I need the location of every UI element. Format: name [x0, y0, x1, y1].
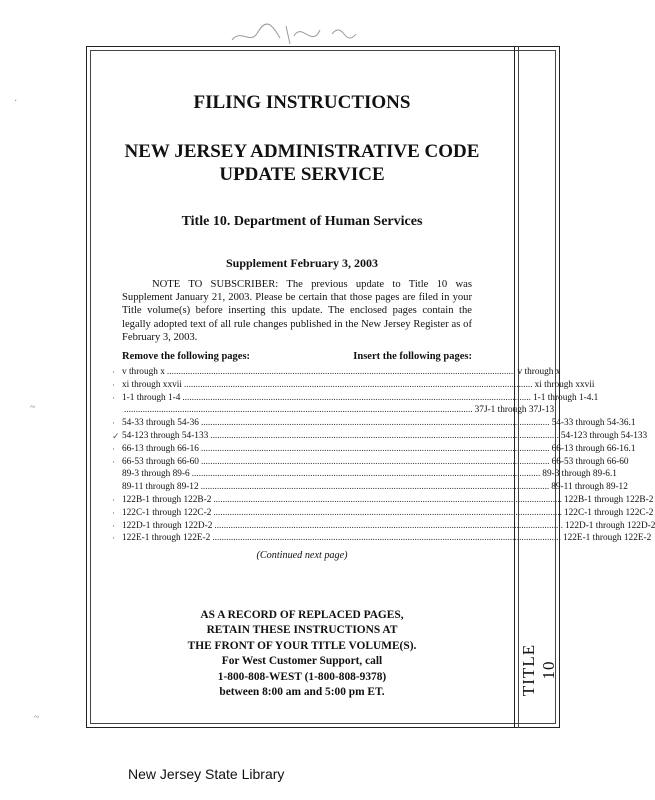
table-row: · 66-53 through 66-60 ...................................................................................................................................................... 66-53 through 66-60 — [112, 456, 629, 467]
table-row: · 66-13 through 66-16 ...................................................................................................................................................... 66-13 through 66-16.1 — [112, 443, 636, 454]
checkmark-icon: · — [112, 379, 115, 390]
margin-mark: · — [14, 96, 18, 107]
table-row: · 122B-1 through 122B-2 ...................................................................................................................................................... 122B-1 through 122B-2 — [112, 494, 654, 505]
table-row: · 54-33 through 54-36 ...................................................................................................................................................... 54-33 through 54-36.1 — [112, 418, 636, 429]
checkmark-icon: ✓ — [112, 430, 120, 441]
leader-dots: ...................................................................................................................................................... — [166, 367, 516, 377]
continued-note: (Continued next page) — [256, 550, 348, 561]
leader-dots: ...................................................................................................................................................... — [200, 456, 550, 467]
record-line2: RETAIN THESE INSTRUCTIONS AT — [206, 624, 398, 637]
record-line5: 1-800-808-WEST (1-800-808-9378) — [217, 670, 387, 683]
filing-table-header — [122, 351, 472, 362]
table-row: 89-3 through 89-6 ...................................................................................................................................................... 89-3 through 89-6.1 — [122, 469, 617, 480]
record-instructions — [92, 608, 512, 700]
checkmark-icon: · — [112, 418, 115, 429]
table-row: · 122E-1 through 122E-2 ...................................................................................................................................................... 122E-1 through 122E-2 — [112, 533, 652, 544]
table-row: ...................................................................................................................................................... 37J-1 through 37J-13 — [124, 405, 555, 416]
code-title-line1: NEW JERSEY ADMINISTRATIVE CODE — [124, 141, 480, 162]
supplement-date: Supplement February 3, 2003 — [225, 256, 378, 270]
table-row: · v through x ...................................................................................................................................................... v through x — [112, 367, 561, 377]
leader-dots: ...................................................................................................................................................... — [200, 443, 550, 454]
leader-dots: ...................................................................................................................................................... — [200, 482, 550, 493]
checkmark-icon: · — [112, 392, 115, 403]
checkmark-icon: · — [112, 443, 115, 454]
subscriber-note: NOTE TO SUBSCRIBER: The previous update to Title 10 was Supplement January 21, 2003. Please be certain that those pages are filed in your Title volume(s) before inserting this update. The enclosed pages contain the legally adopted text of all rule changes published in the New Jersey Register as of February 3, 2003. — [122, 279, 472, 343]
checkmark-icon: · — [112, 494, 115, 505]
filing-table — [112, 366, 655, 545]
table-row: · 1-1 through 1-4 ...................................................................................................................................................... 1-1 through 1-4.1 — [112, 392, 599, 403]
leader-dots: ...................................................................................................................................................... — [124, 405, 473, 416]
leader-dots: ...................................................................................................................................................... — [214, 520, 564, 531]
record-line4: For West Customer Support, call — [221, 655, 383, 668]
leader-dots: ...................................................................................................................................................... — [213, 494, 562, 505]
table-row: 89-11 through 89-12 ...................................................................................................................................................... 89-11 through 89-12 — [122, 482, 628, 493]
checkmark-icon: · — [112, 507, 115, 518]
checkmark-icon: · — [112, 533, 115, 544]
table-row: · 122C-1 through 122C-2 ...................................................................................................................................................... 122C-1 through 122C-2 — [112, 507, 654, 518]
checkmark-icon: · — [112, 520, 115, 531]
leader-dots: ...................................................................................................................................................... — [183, 379, 533, 390]
code-title — [92, 140, 512, 186]
leader-dots: ...................................................................................................................................................... — [191, 469, 541, 480]
checkmark-icon: · — [112, 456, 115, 467]
library-stamp: New Jersey State Library — [128, 766, 285, 782]
leader-dots: ...................................................................................................................................................... — [182, 392, 531, 403]
table-row: ✓ 54-123 through 54-133 ...................................................................................................................................................... 54-123 through 54-133 — [112, 430, 648, 441]
table-row: · 122D-1 through 122D-2 ...................................................................................................................................................... 122D-1 through 122D-2 — [112, 520, 655, 531]
code-title-line2: UPDATE SERVICE — [219, 164, 385, 185]
leader-dots: ...................................................................................................................................................... — [210, 430, 559, 441]
leader-dots: ...................................................................................................................................................... — [200, 418, 550, 429]
record-line3: THE FRONT OF YOUR TITLE VOLUME(S). — [187, 639, 417, 652]
leader-dots: ...................................................................................................................................................... — [213, 507, 562, 518]
checkmark-icon: · — [112, 367, 115, 377]
record-line1: AS A RECORD OF REPLACED PAGES, — [200, 609, 404, 621]
leader-dots: ...................................................................................................................................................... — [212, 533, 561, 544]
table-row: · xi through xxvii ...................................................................................................................................................... xi through xxvii — [112, 379, 595, 390]
remove-header: Remove the following pages: — [122, 351, 251, 362]
page-title: FILING INSTRUCTIONS — [193, 92, 411, 113]
side-tab-label: TITLE 10 — [519, 643, 558, 697]
margin-mark: ~ — [34, 712, 40, 723]
record-line6: between 8:00 am and 5:00 pm ET. — [219, 686, 385, 699]
insert-header: Insert the following pages: — [353, 351, 472, 362]
title-heading: Title 10. Department of Human Services — [181, 214, 423, 229]
margin-mark: ~ — [30, 402, 36, 413]
